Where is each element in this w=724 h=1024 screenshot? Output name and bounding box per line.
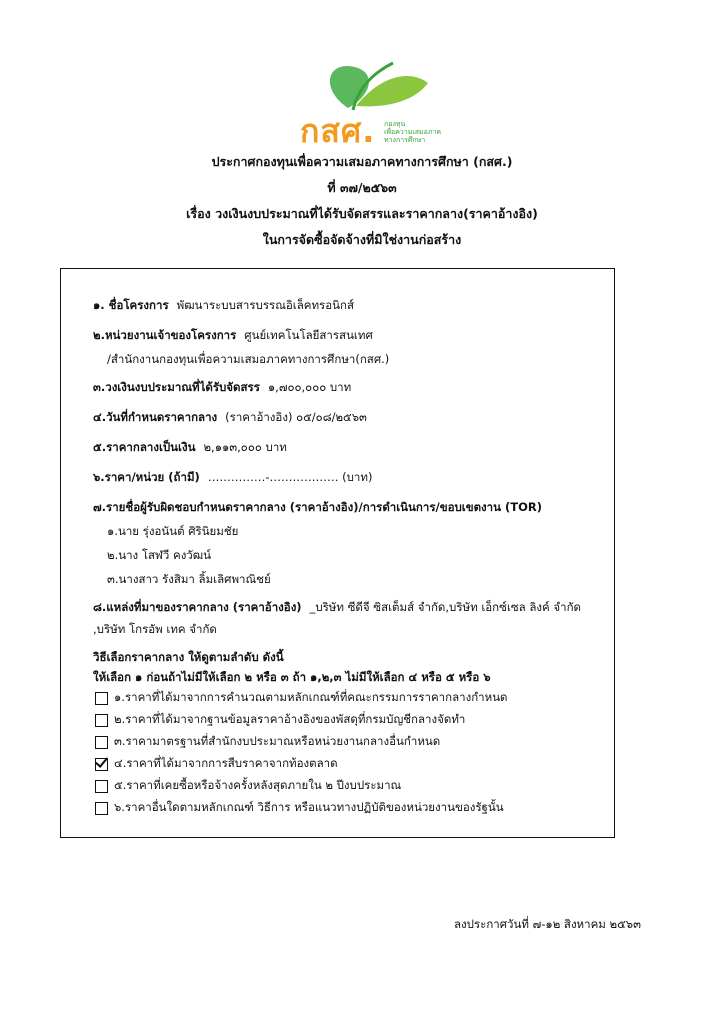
item-responsible: ๗.รายชื่อผู้รับผิดชอบกำหนดราคากลาง (ราคาอ้างอิง)/การดำเนินการ/ขอบเขตงาน (TOR): [93, 500, 542, 514]
option-5[interactable]: ๕.ราคาที่เคยซื้อหรือจ้างครั้งหลังสุดภายใน ๒ ปีงบประมาณ: [95, 777, 401, 795]
option-6[interactable]: ๖.ราคาอื่นใดตามหลักเกณฑ์ วิธีการ หรือแนวทางปฏิบัติของหน่วยงานของรัฐนั้น: [95, 799, 504, 817]
option-4[interactable]: ๔.ราคาที่ได้มาจากการสืบราคาจากท้องตลาด: [95, 755, 338, 773]
item-budget: ๓.วงเงินงบประมาณที่ได้รับจัดสรร ๑,๗๐๐,๐๐๐ บาท: [93, 380, 352, 394]
item-owner-agency: ๒.หน่วยงานเจ้าของโครงการ ศูนย์เทคโนโลยีสารสนเทศ: [93, 328, 373, 342]
heading-line-1: ประกาศกองทุนเพื่อความเสมอภาคทางการศึกษา (กสศ.): [211, 154, 513, 169]
checkbox-option-5[interactable]: [95, 780, 108, 793]
heading-line-4: ในการจัดซื้อจัดจ้างที่มิใช่งานก่อสร้าง: [262, 232, 462, 247]
option-2[interactable]: ๒.ราคาที่ได้มาจากฐานข้อมูลราคาอ้างอิงของพัสดุที่กรมบัญชีกลางจัดทำ: [95, 711, 465, 729]
kss-logo: [298, 48, 458, 148]
item-owner-agency-2: /สำนักงานกองทุนเพื่อความเสมอภาคทางการศึกษา(กสศ.): [107, 352, 390, 366]
checkbox-option-6[interactable]: [95, 802, 108, 815]
heading-line-2: ที่ ๓๗/๒๕๖๓: [327, 180, 397, 195]
checkbox-option-2[interactable]: [95, 714, 108, 727]
method-title: วิธีเลือกราคากลาง ให้ดูตามลำดับ ดังนี้: [93, 650, 284, 664]
option-3[interactable]: ๓.ราคามาตรฐานที่สำนักงบประมาณหรือหน่วยงานกลางอื่นกำหนด: [95, 733, 440, 751]
item-price-source: ๘.แหล่งที่มาของราคากลาง (ราคาอ้างอิง) _บริษัท ซีดีจี ซิสเต็มส์ จำกัด,บริษัท เอ็กซ์เซล ลิงค์ จำกัด: [93, 600, 582, 614]
person-1: ๑.นาย รุ่งอนันต์ ศิรินิยมชัย: [107, 524, 239, 538]
option-1[interactable]: ๑.ราคาที่ได้มาจากการคำนวณตามหลักเกณฑ์ที่คณะกรรมการราคากลางกำหนด: [95, 689, 508, 707]
item-price-source-2: ,บริษัท โกรอัพ เทค จำกัด: [93, 622, 217, 636]
checkbox-option-3[interactable]: [95, 736, 108, 749]
person-3: ๓.นางสาว รังสิมา ลิ้มเลิศพาณิชย์: [107, 572, 271, 586]
item-reference-price: ๕.ราคากลางเป็นเงิน ๒,๑๑๓,๐๐๐ บาท: [93, 440, 287, 454]
item-price-date: ๔.วันที่กำหนดราคากลาง (ราคาอ้างอิง) ๐๕/๐๘/๒๕๖๓: [93, 410, 367, 424]
person-2: ๒.นาง โสฬวี คงวัฒน์: [107, 548, 212, 562]
heading-line-3: เรื่อง วงเงินงบประมาณที่ได้รับจัดสรรและราคากลาง(ราคาอ้างอิง): [186, 206, 538, 221]
checkbox-option-4[interactable]: [95, 758, 108, 771]
item-unit-price: ๖.ราคา/หน่วย (ถ้ามี) ……………-……………… (บาท): [93, 470, 373, 484]
logo-subtitle: กองทุน เพื่อความเสมอภาค ทางการศึกษา: [384, 120, 442, 144]
checkbox-option-1[interactable]: [95, 692, 108, 705]
details-box: [60, 268, 615, 838]
logo-text: กสศ.: [300, 112, 376, 150]
item-project-name: ๑. ชื่อโครงการ พัฒนาระบบสารบรรณอิเล็คทรอนิกส์: [93, 298, 354, 312]
announcement-date: ลงประกาศวันที่ ๗-๑๒ สิงหาคม ๒๕๖๓: [454, 917, 641, 931]
method-rule: ให้เลือก ๑ ก่อนถ้าไม่มีให้เลือก ๒ หรือ ๓ ถ้า ๑,๒,๓ ไม่มีให้เลือก ๔ หรือ ๕ หรือ ๖: [93, 670, 491, 684]
